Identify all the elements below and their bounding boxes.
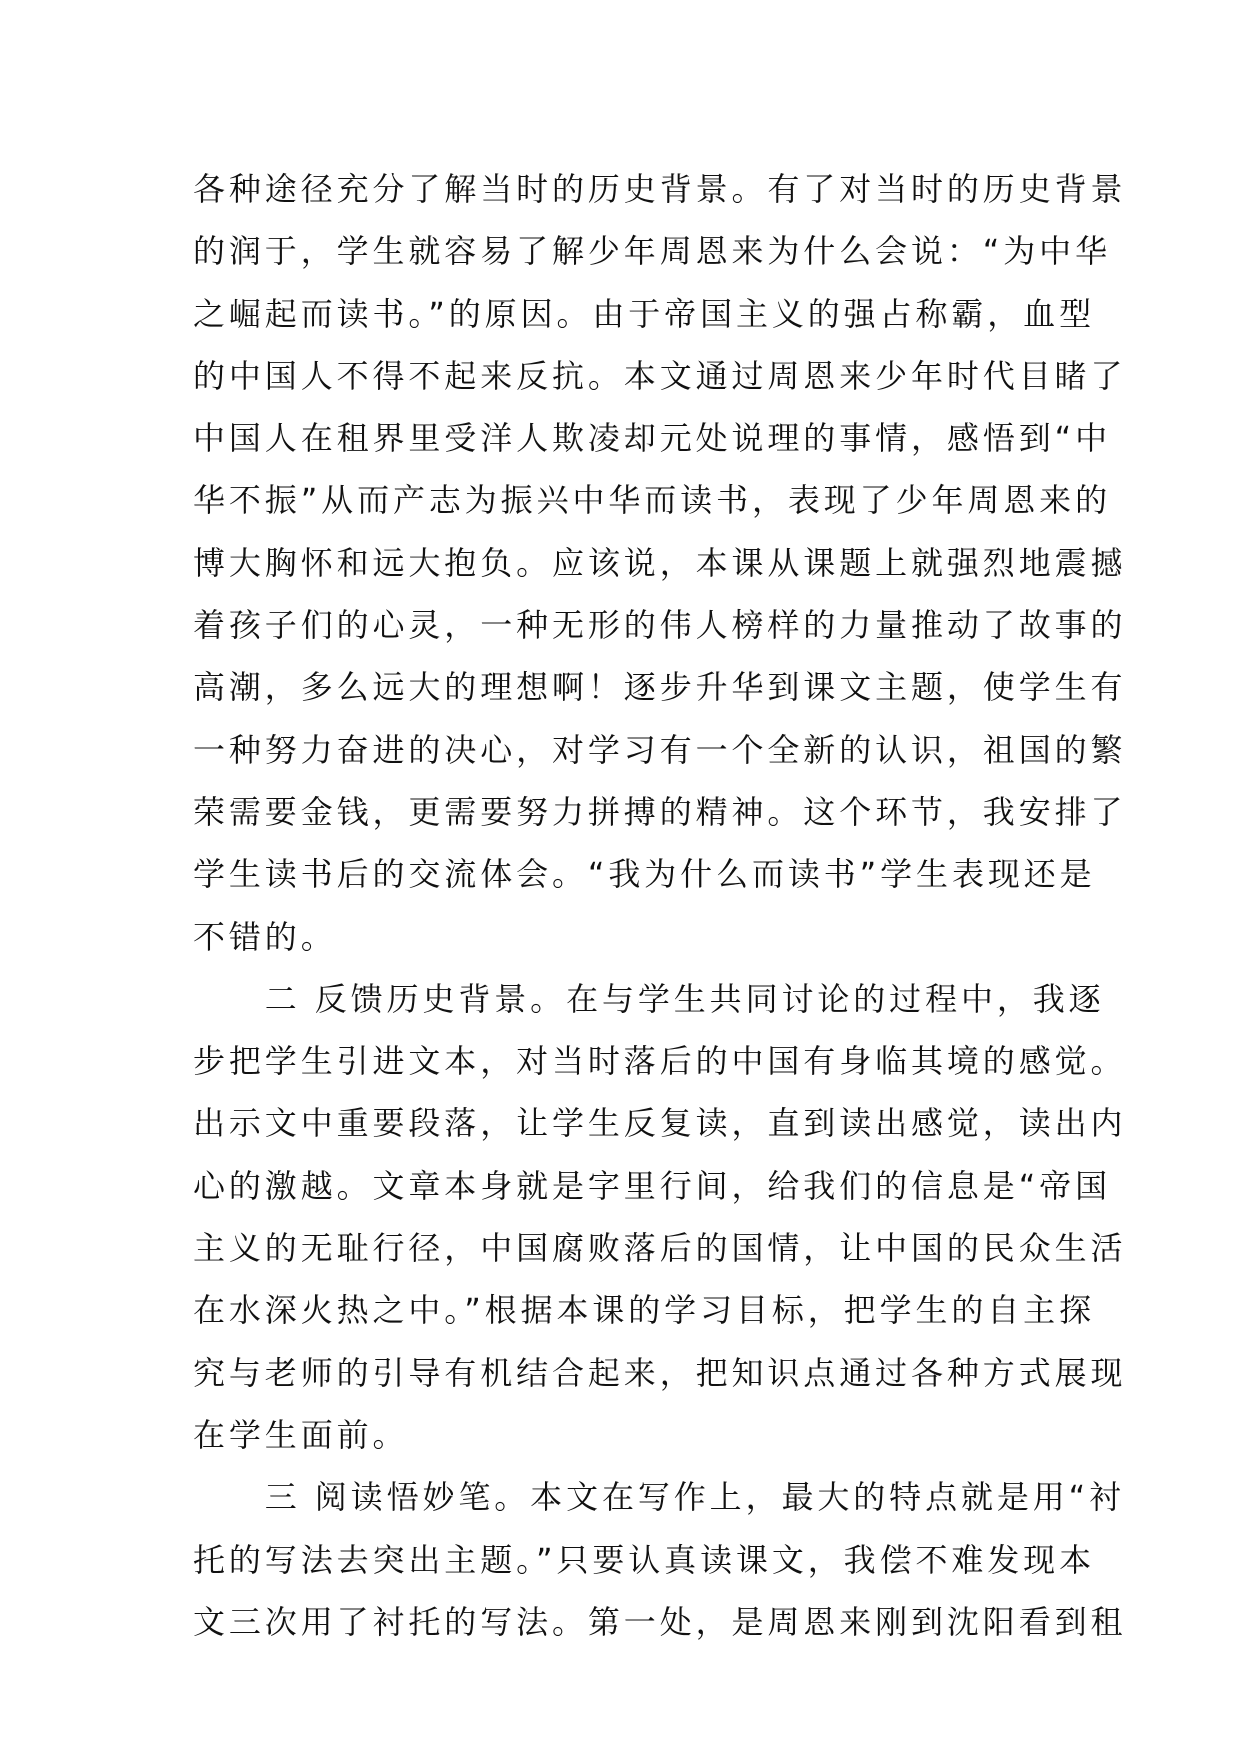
text-line: 的润于，学生就容易了解少年周恩来为什么会说：“为中华: [193, 232, 1111, 271]
text-line: 出示文中重要段落，让学生反复读，直到读出感觉，读出内: [193, 1104, 1127, 1143]
text-line: 学生读书后的交流体会。“我为什么而读书”学生表现还是: [193, 855, 1096, 894]
text-line: 文三次用了衬托的写法。第一处，是周恩来刚到沈阳看到租: [193, 1602, 1127, 1641]
text-line: 荣需要金钱，更需要努力拼搏的精神。这个环节，我安排了: [193, 792, 1127, 831]
text-line: 一种努力奋进的决心，对学习有一个全新的认识，祖国的繁: [193, 730, 1127, 769]
section-three-heading-line: 三 阅读悟妙笔。本文在写作上，最大的特点就是用“衬: [193, 1478, 1126, 1517]
text-line: 究与老师的引导有机结合起来，把知识点通过各种方式展现: [193, 1353, 1127, 1392]
body-text: [193, 158, 1127, 1653]
text-line: 在水深火热之中。”根据本课的学习目标，把学生的自主探: [193, 1291, 1095, 1330]
text-line: 的中国人不得不起来反抗。本文通过周恩来少年时代目睹了: [193, 356, 1127, 395]
text-line: 博大胸怀和远大抱负。应该说，本课从课题上就强烈地震撼: [193, 543, 1127, 582]
text-line: 之崛起而读书。”的原因。由于帝国主义的强占称霸，血型: [193, 294, 1095, 333]
text-line: 着孩子们的心灵，一种无形的伟人榜样的力量推动了故事的: [193, 606, 1127, 645]
text-line: 在学生面前。: [193, 1415, 409, 1454]
text-line: 高潮，多么远大的理想啊！逐步升华到课文主题，使学生有: [193, 668, 1127, 707]
text-line: 托的写法去突出主题。”只要认真读课文，我偿不难发现本: [193, 1540, 1095, 1579]
text-line: 步把学生引进文本，对当时落后的中国有身临其境的感觉。: [193, 1042, 1127, 1081]
text-line: 不错的。: [193, 917, 337, 956]
text-line: 各种途径充分了解当时的历史背景。有了对当时的历史背景: [193, 170, 1127, 208]
text-line: 华不振”从而产志为振兴中华而读书，表现了少年周恩来的: [193, 481, 1111, 520]
section-two-heading-line: 二 反馈历史背景。在与学生共同讨论的过程中，我逐: [193, 979, 1105, 1018]
text-line: 心的激越。文章本身就是字里行间，给我们的信息是“帝国: [193, 1166, 1111, 1205]
text-line: 中国人在租界里受洋人欺凌却元处说理的事情，感悟到“中: [193, 419, 1111, 458]
text-line: 主义的无耻行径，中国腐败落后的国情，让中国的民众生活: [193, 1229, 1127, 1268]
